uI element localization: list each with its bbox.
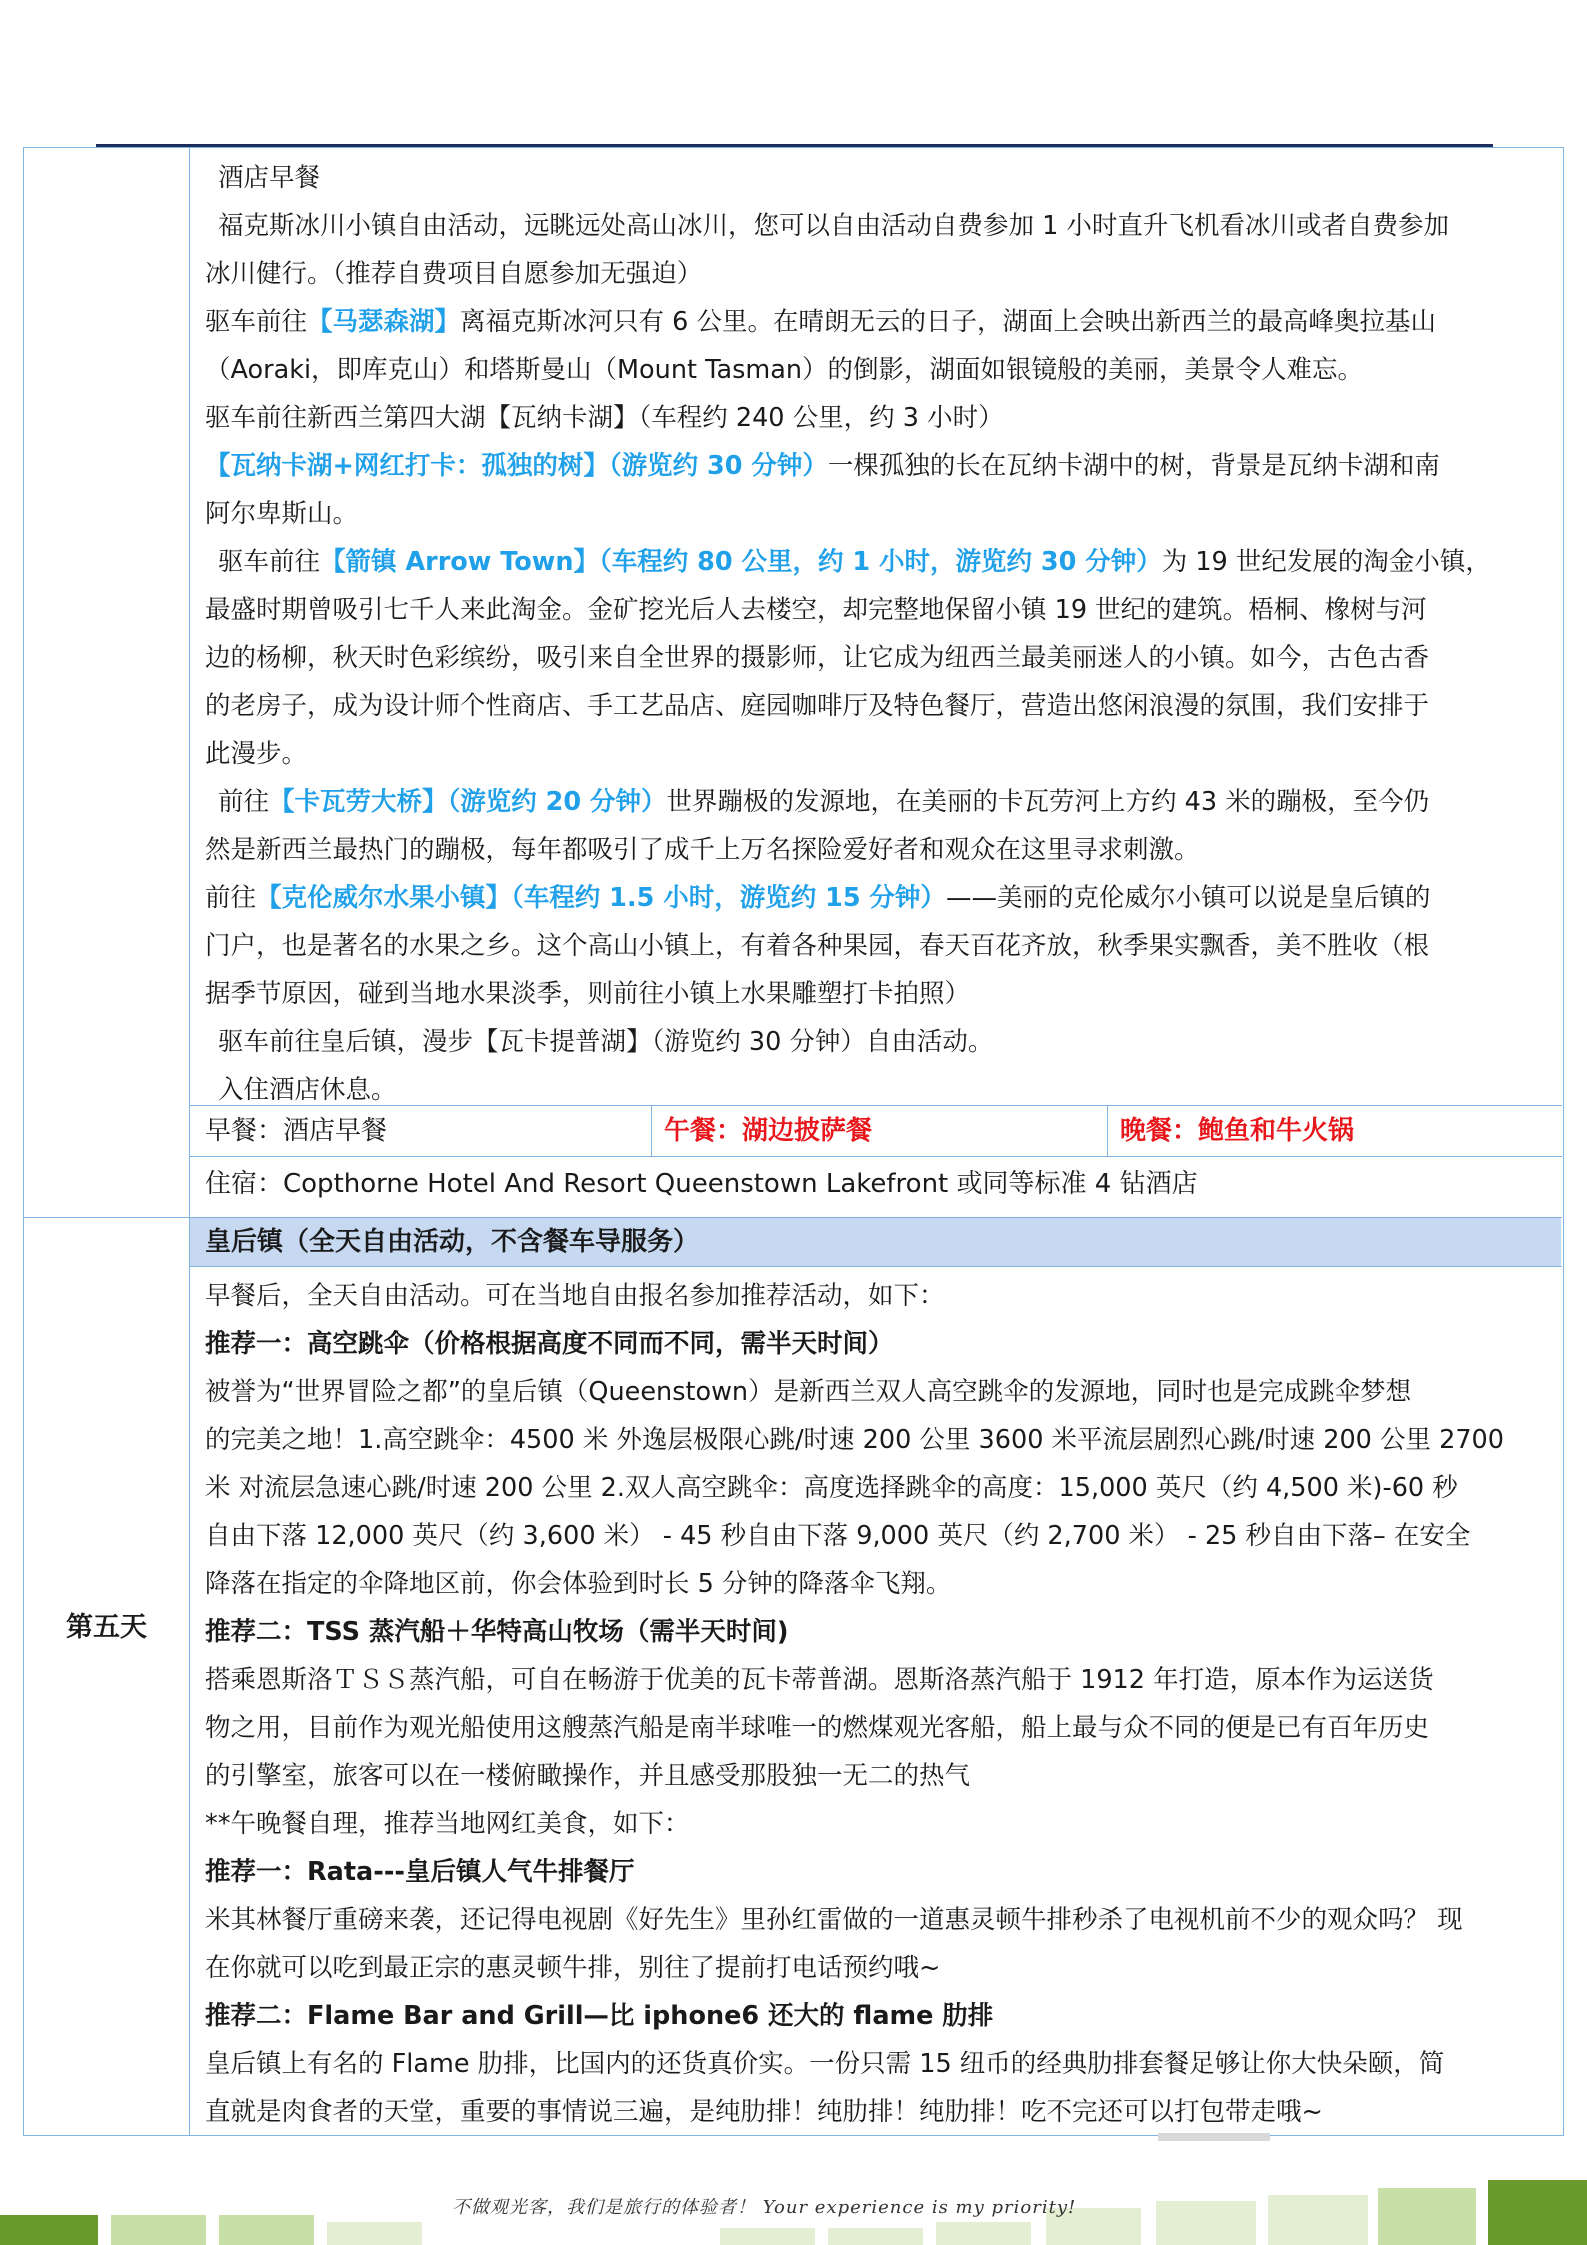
- footer-block: [936, 2222, 1031, 2245]
- line-text: ——美丽的克伦威尔小镇可以说是皇后镇的: [945, 883, 1431, 913]
- meal-breakfast: 早餐：酒店早餐: [205, 1116, 388, 1146]
- day4-line: 入住酒店休息。: [218, 1075, 397, 1105]
- day4-line: 的老房子，成为设计师个性商店、手工艺品店、庭园咖啡厅及特色餐厅，营造出悠闲浪漫的氛围，我们安排于: [205, 691, 1430, 721]
- day5-line: 自由下落 12,000 英尺（约 3,600 米） - 45 秒自由下落 9,000 英尺（约 2,700 米） - 25 秒自由下落– 在安全: [205, 1521, 1471, 1551]
- day5-line: 在你就可以吃到最正宗的惠灵顿牛排，别往了提前打电话预约哦~: [205, 1953, 941, 1983]
- footer-block: [828, 2228, 923, 2245]
- hotel-info: 住宿：Copthorne Hotel And Resort Queenstown Lakefront 或同等标准 4 钻酒店: [205, 1169, 1198, 1199]
- footer-block: [1488, 2180, 1587, 2245]
- highlight-attraction: 【马瑟森湖】: [307, 307, 461, 337]
- footer-block: [1268, 2195, 1368, 2245]
- line-text: 为 19 世纪发展的淘金小镇，: [1161, 547, 1491, 577]
- row-divider: [190, 1156, 1562, 1157]
- footer-block: [327, 2222, 422, 2245]
- day4-line: 然是新西兰最热门的蹦极，每年都吸引了成千上万名探险爱好者和观众在这里寻求刺激。: [205, 835, 1200, 865]
- day4-line: [218, 782, 1429, 822]
- column-divider: [189, 147, 190, 2136]
- day4-line: 此漫步。: [205, 739, 308, 769]
- meal-lunch: 午餐：湖边披萨餐: [664, 1116, 873, 1146]
- highlight-attraction: 【箭镇 Arrow Town】（车程约 80 公里，约 1 小时，游览约 30 分钟）: [320, 547, 1162, 577]
- footer-block: [219, 2215, 314, 2245]
- highlight-attraction: 【瓦纳卡湖+网红打卡：孤独的树】（游览约 30 分钟）: [205, 451, 828, 481]
- day5-line: **午晚餐自理，推荐当地网红美食，如下：: [205, 1809, 690, 1839]
- day5-line: 直就是肉食者的天堂，重要的事情说三遍，是纯肋排！纯肋排！纯肋排！吃不完还可以打包带走哦~: [205, 2097, 1323, 2127]
- day4-line: 边的杨柳，秋天时色彩缤纷，吸引来自全世界的摄影师，让它成为纽西兰最美丽迷人的小镇。如今，古色古香: [205, 643, 1430, 673]
- day4-line: 驱车前往新西兰第四大湖【瓦纳卡湖】（车程约 240 公里，约 3 小时）: [205, 403, 1004, 433]
- day4-line: [205, 446, 1440, 486]
- day5-title: 皇后镇（全天自由活动，不含餐车导服务）: [205, 1227, 700, 1257]
- day5-line: 早餐后，全天自由活动。可在当地自由报名参加推荐活动，如下：: [205, 1281, 945, 1311]
- footer-block: [111, 2215, 206, 2245]
- highlight-attraction: 【卡瓦劳大桥】（游览约 20 分钟）: [269, 787, 667, 817]
- day5-line: 的完美之地！1.高空跳伞：4500 米 外逸层极限心跳/时速 200 公里 3600 米平流层剧烈心跳/时速 200 公里 2700: [205, 1425, 1504, 1455]
- row-divider: [190, 1266, 1562, 1267]
- day4-line: 最盛时期曾吸引七千人来此淘金。金矿挖光后人去楼空，却完整地保留小镇 19 世纪的建筑。梧桐、橡树与河: [205, 595, 1427, 625]
- footer-block: [1378, 2188, 1476, 2245]
- day5-line: 米其林餐厅重磅来袭，还记得电视剧《好先生》里孙红雷做的一道惠灵顿牛排秒杀了电视机前不少的观众吗？ 现: [205, 1905, 1463, 1935]
- day5-line: 降落在指定的伞降地区前，你会体验到时长 5 分钟的降落伞飞翔。: [205, 1569, 952, 1599]
- day5-line: 搭乘恩斯洛ＴＳＳ蒸汽船，可自在畅游于优美的瓦卡蒂普湖。恩斯洛蒸汽船于 1912 年打造，原本作为运送货: [205, 1665, 1434, 1695]
- recommendation-heading: 推荐二：TSS 蒸汽船＋华特高山牧场（需半天时间): [205, 1617, 789, 1647]
- highlight-attraction: 【克伦威尔水果小镇】（车程约 1.5 小时，游览约 15 分钟）: [256, 883, 946, 913]
- day4-line: 门户，也是著名的水果之乡。这个高山小镇上，有着各种果园，春天百花齐放，秋季果实飘香，美不胜收（根: [205, 931, 1430, 961]
- recommendation-heading: 推荐一：高空跳伞（价格根据高度不同而不同，需半天时间）: [205, 1329, 894, 1359]
- day5-line: 皇后镇上有名的 Flame 肋排，比国内的还货真价实。一份只需 15 纽币的经典肋排套餐足够让你大快朵颐，简: [205, 2049, 1445, 2079]
- line-text: 离福克斯冰河只有 6 公里。在晴朗无云的日子，湖面上会映出新西兰的最高峰奥拉基山: [460, 307, 1436, 337]
- meal-dinner: 晚餐：鲍鱼和牛火锅: [1120, 1116, 1355, 1146]
- day4-line: [205, 302, 1436, 342]
- day4-line: 酒店早餐: [218, 163, 321, 193]
- day4-line: [218, 542, 1491, 582]
- recommendation-heading: 推荐一：Rata---皇后镇人气牛排餐厅: [205, 1857, 635, 1887]
- footer-block: [0, 2215, 98, 2245]
- day4-line: 冰川健行。（推荐自费项目自愿参加无强迫）: [205, 259, 703, 289]
- line-text: 驱车前往: [218, 547, 321, 577]
- meal-divider: [651, 1105, 652, 1156]
- day5-line: 物之用，目前作为观光船使用这艘蒸汽船是南半球唯一的燃煤观光客船，船上最与众不同的便是已有百年历史: [205, 1713, 1430, 1743]
- day4-line: 阿尔卑斯山。: [205, 499, 359, 529]
- day4-line: 据季节原因，碰到当地水果淡季，则前往小镇上水果雕塑打卡拍照）: [205, 979, 971, 1009]
- meal-divider: [1107, 1105, 1108, 1156]
- footer-block: [720, 2228, 815, 2245]
- footer-slogan: 不做观光客，我们是旅行的体验者！ Your experience is my priority!: [452, 2197, 1077, 2218]
- line-text: 驱车前往: [205, 307, 308, 337]
- day4-line: 驱车前往皇后镇，漫步【瓦卡提普湖】（游览约 30 分钟）自由活动。: [218, 1027, 994, 1057]
- line-text: 前往: [205, 883, 257, 913]
- day5-line: 米 对流层急速心跳/时速 200 公里 2.双人高空跳伞：高度选择跳伞的高度：15,000 英尺（约 4,500 米)-60 秒: [205, 1473, 1458, 1503]
- footer-block: [1156, 2201, 1256, 2245]
- line-text: 前往: [218, 787, 270, 817]
- day4-line: [205, 878, 1430, 918]
- day4-line: （Aoraki，即库克山）和塔斯曼山（Mount Tasman）的倒影，湖面如银镜般的美丽，美景令人难忘。: [205, 355, 1363, 385]
- line-text: 世界蹦极的发源地，在美丽的卡瓦劳河上方约 43 米的蹦极，至今仍: [666, 787, 1430, 817]
- day5-line: 的引擎室，旅客可以在一楼俯瞰操作，并且感受那股独一无二的热气: [205, 1761, 971, 1791]
- scroll-indicator: [1158, 2133, 1270, 2141]
- day-label: 第五天: [66, 1612, 147, 1643]
- line-text: 一棵孤独的长在瓦纳卡湖中的树，背景是瓦纳卡湖和南: [827, 451, 1440, 481]
- day4-line: 福克斯冰川小镇自由活动，远眺远处高山冰川，您可以自由活动自费参加 1 小时直升飞机看冰川或者自费参加: [218, 211, 1449, 241]
- day5-line: 被誉为“世界冒险之都”的皇后镇（Queenstown）是新西兰双人高空跳伞的发源地，同时也是完成跳伞梦想: [205, 1377, 1412, 1407]
- recommendation-heading: 推荐二：Flame Bar and Grill—比 iphone6 还大的 flame 肋排: [205, 2001, 994, 2031]
